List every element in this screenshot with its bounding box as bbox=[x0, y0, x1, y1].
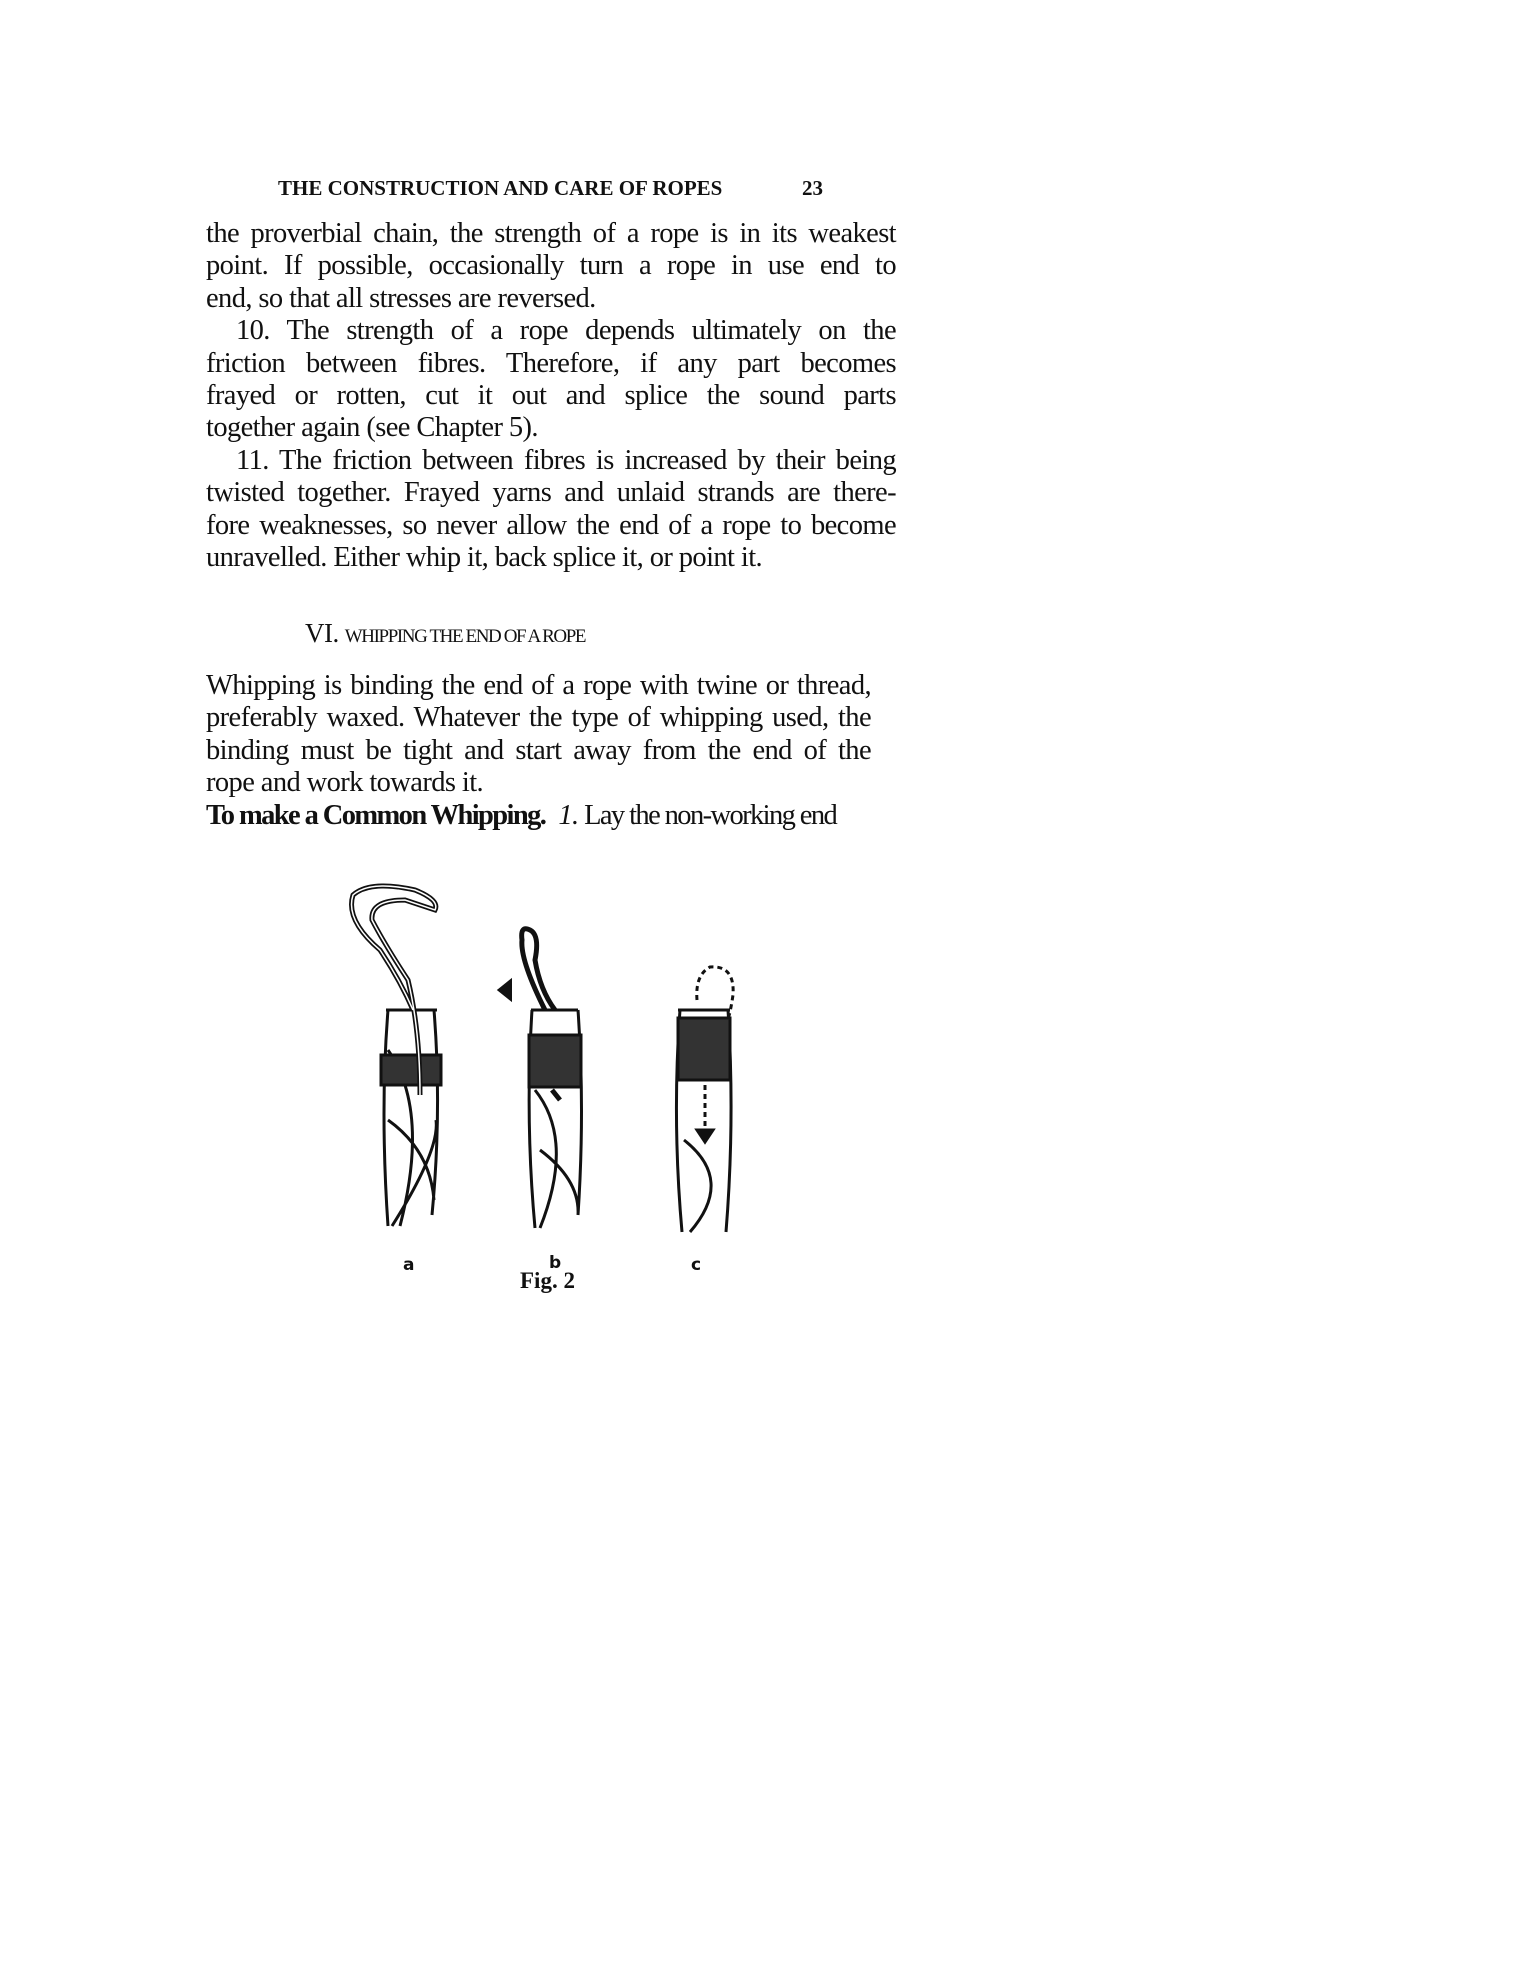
header-title: THE CONSTRUCTION AND CARE OF ROPES bbox=[278, 176, 723, 200]
section-title: WHIPPING THE END OF A ROPE bbox=[344, 626, 586, 647]
page-number: 23 bbox=[802, 176, 823, 200]
run-in-heading: To make a Common Whipping. bbox=[206, 799, 546, 831]
text-line: together again (see Chapter 5). bbox=[206, 412, 538, 444]
rope-c bbox=[676, 967, 733, 1232]
text-line: end, so that all stresses are reversed. bbox=[206, 282, 596, 314]
text-line: frayed or rotten, cut it out and splice the sound parts bbox=[206, 379, 896, 411]
text-line: binding must be tight and start away from the end of the bbox=[206, 734, 871, 766]
rope-b bbox=[500, 929, 582, 1228]
text-line: rope and work towards it. bbox=[206, 767, 484, 799]
text-line: unravelled. Either whip it, back splice it, or point it. bbox=[206, 541, 763, 573]
text-line: fore weaknesses, so never allow the end of a rope to become bbox=[206, 509, 896, 541]
text-line: Whipping is binding the end of a rope with twine or thread, bbox=[206, 670, 871, 701]
section-number: VI. bbox=[305, 618, 339, 648]
step-text: Lay the non-working end bbox=[578, 799, 837, 831]
rope-a bbox=[352, 886, 441, 1226]
text-line: friction between fibres. Therefore, if any part becomes bbox=[206, 347, 896, 379]
figure-label-a: a bbox=[403, 1255, 415, 1275]
text-line: the proverbial chain, the strength of a rope is in its weakest bbox=[206, 218, 896, 249]
text-line: 10. The strength of a rope depends ultimately on the bbox=[236, 315, 896, 347]
figure-label-b: b bbox=[549, 1253, 562, 1273]
text-line: twisted together. Frayed yarns and unlaid strands are there- bbox=[206, 477, 896, 509]
text-line: 11. The friction between fibres is increased by their being bbox=[236, 444, 896, 476]
text-line: point. If possible, occasionally turn a rope in use end to bbox=[206, 250, 896, 282]
text-line: preferably waxed. Whatever the type of whipping used, the bbox=[206, 702, 871, 734]
figure-label-c: c bbox=[691, 1255, 702, 1275]
step-number: 1. bbox=[558, 799, 579, 831]
figure-caption: Fig. 2 bbox=[520, 1268, 575, 1293]
